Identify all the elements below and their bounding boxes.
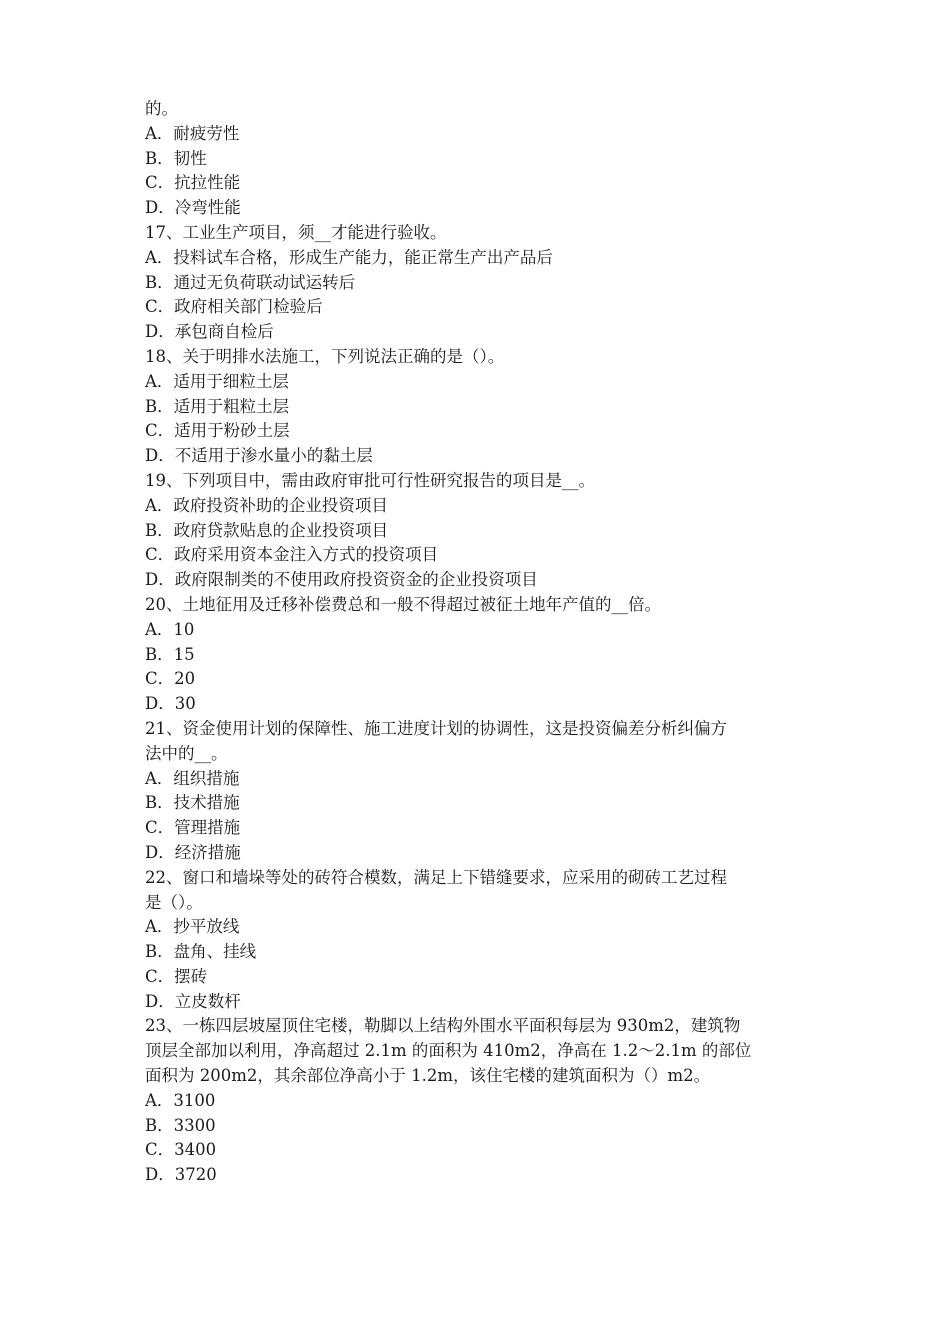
option-c: C．政府采用资本金注入方式的投资项目 [145, 545, 439, 565]
question-17 [145, 221, 810, 345]
option-b: B．适用于粗粒土层 [145, 396, 290, 416]
option-b: B．15 [145, 644, 195, 664]
option-d: D．经济措施 [145, 842, 241, 862]
option-b: B．通过无负荷联动试运转后 [145, 272, 356, 292]
question-stem: 19、下列项目中，需由政府审批可行性研究报告的项目是__。 [145, 470, 595, 490]
question-22 [145, 866, 810, 1015]
question-stem: 17、工业生产项目，须__才能进行验收。 [145, 222, 447, 242]
option-a: A．抄平放线 [145, 917, 240, 937]
option-a: A．政府投资补助的企业投资项目 [145, 495, 388, 515]
option-c: C．20 [145, 669, 196, 689]
option-d: D．不适用于渗水量小的黏土层 [145, 446, 373, 466]
option-d: D．政府限制类的不使用政府投资资金的企业投资项目 [145, 570, 538, 590]
question-stem-line-3: 面积为 200m2，其余部位净高小于 1.2m，该住宅楼的建筑面积为（）m2。 [145, 1066, 711, 1086]
option-a: A．组织措施 [145, 768, 240, 788]
option-c: C．政府相关部门检验后 [145, 297, 323, 317]
option-c: C．适用于粉砂土层 [145, 421, 290, 441]
option-a: A．投料试车合格，形成生产能力，能正常生产出产品后 [145, 247, 553, 267]
option-b: B．盘角、挂线 [145, 942, 257, 962]
question-stem-line-1: 21、资金使用计划的保障性、施工进度计划的协调性，这是投资偏差分析纠偏方 [145, 718, 727, 738]
option-d: D．30 [145, 694, 196, 714]
option-b: B．韧性 [145, 148, 207, 168]
question-18 [145, 345, 810, 469]
option-a: A．适用于细粒土层 [145, 371, 289, 391]
option-d: D．立皮数杆 [145, 991, 241, 1011]
option-c: C．3400 [145, 1140, 217, 1160]
option-b: B．技术措施 [145, 793, 240, 813]
continuation-text: 的。 [145, 99, 178, 118]
question-21 [145, 717, 810, 866]
option-b: B．政府贷款贴息的企业投资项目 [145, 520, 389, 540]
option-c: C．管理措施 [145, 818, 241, 838]
question-stem: 18、关于明排水法施工，下列说法正确的是（）。 [145, 346, 505, 366]
option-d: D．3720 [145, 1165, 217, 1185]
question-19 [145, 469, 810, 593]
option-d: D．冷弯性能 [145, 198, 241, 218]
question-stem-line-1: 23、一栋四层坡屋顶住宅楼，勒脚以上结构外围水平面积每层为 930m2，建筑物 [145, 1016, 741, 1036]
question-stem-line-2: 是（）。 [145, 892, 203, 912]
question-20 [145, 593, 810, 717]
question-stem: 20、土地征用及迁移补偿费总和一般不得超过被征土地年产值的__倍。 [145, 594, 661, 614]
option-a: A．3100 [145, 1090, 216, 1110]
option-c: C．摆砖 [145, 966, 208, 986]
option-a: A．耐疲劳性 [145, 123, 240, 143]
option-c: C．抗拉性能 [145, 173, 241, 193]
question-stem-line-2: 顶层全部加以利用，净高超过 2.1m 的面积为 410m2，净高在 1.2～2.1m 的部位 [145, 1041, 752, 1061]
option-a: A．10 [145, 619, 195, 639]
option-b: B．3300 [145, 1115, 216, 1135]
question-stem-line-2: 法中的__。 [145, 743, 228, 763]
option-d: D．承包商自检后 [145, 322, 274, 342]
question-23 [145, 1014, 810, 1188]
question-stem-line-1: 22、窗口和墙垛等处的砖符合模数，满足上下错缝要求，应采用的砌砖工艺过程 [145, 867, 727, 887]
document-body [145, 97, 810, 1188]
